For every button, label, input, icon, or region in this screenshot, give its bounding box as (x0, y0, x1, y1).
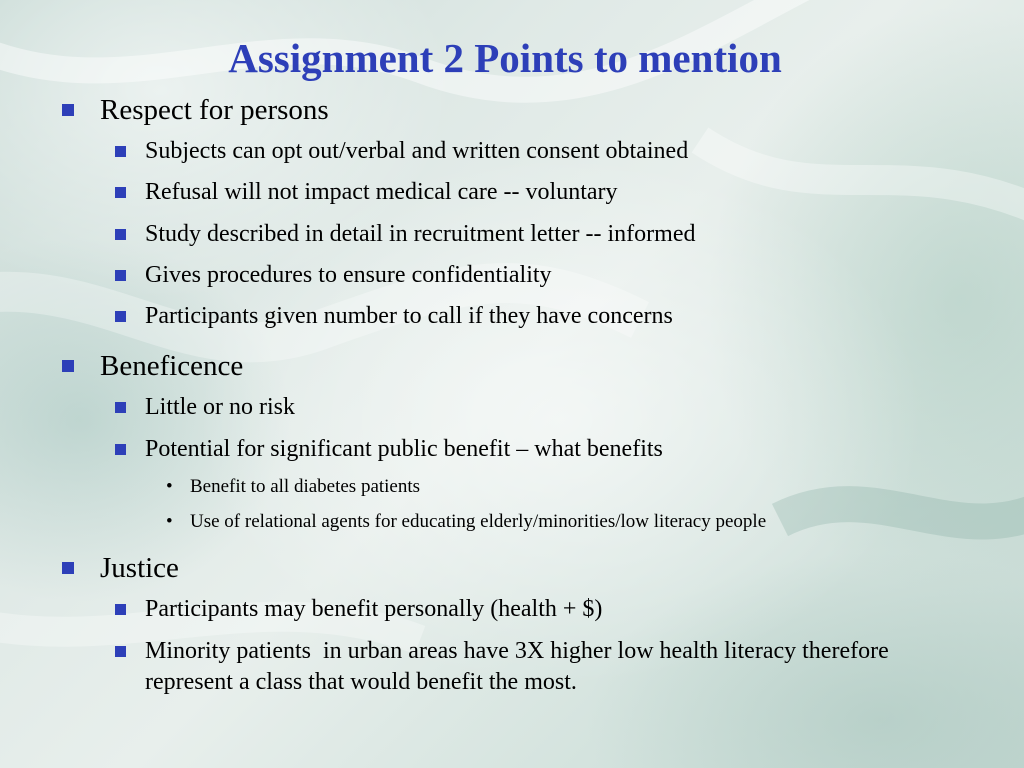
square-bullet-icon (115, 402, 126, 413)
square-bullet-icon (62, 360, 74, 372)
section-heading-text: Beneficence (100, 350, 244, 383)
sub-list-item (60, 475, 960, 500)
dot-bullet-icon: • (166, 510, 173, 532)
sub-list-item (60, 510, 960, 535)
list-item-text: Refusal will not impact medical care -- voluntary (145, 179, 618, 206)
section-heading-text: Respect for persons (100, 94, 329, 126)
list-item (60, 177, 960, 208)
list-item-text: Study described in detail in recruitment letter -- informed (145, 220, 696, 247)
list-item (60, 136, 960, 167)
square-bullet-icon (115, 187, 126, 198)
square-bullet-icon (115, 270, 126, 281)
list-item (60, 219, 960, 250)
list-item (60, 260, 960, 291)
section-heading-justice (60, 550, 960, 586)
square-bullet-icon (62, 104, 74, 116)
list-item-text: Minority patients in urban areas have 3X higher low health literacy therefore represent a class that would benefit the most. (145, 637, 895, 695)
slide-title: Assignment 2 Points to mention (228, 35, 782, 81)
list-item-text: Little or no risk (145, 394, 295, 421)
list-item-text: Potential for significant public benefit – what benefits (145, 435, 663, 462)
sub-list-item-text: Use of relational agents for educating elderly/minorities/low literacy people (190, 510, 767, 532)
list-item (60, 636, 965, 698)
section-heading-beneficence (60, 348, 960, 384)
list-item-text: Subjects can opt out/verbal and written consent obtained (145, 138, 689, 165)
square-bullet-icon (115, 444, 126, 455)
slide-content (60, 92, 960, 698)
list-item-text: Participants may benefit personally (health + $) (145, 596, 603, 623)
sub-list-item-text: Benefit to all diabetes patients (190, 475, 421, 497)
list-item (60, 594, 960, 625)
square-bullet-icon (115, 646, 126, 657)
list-item-text: Gives procedures to ensure confidentiality (145, 261, 552, 288)
section-heading-text: Justice (100, 552, 179, 585)
square-bullet-icon (115, 311, 126, 322)
dot-bullet-icon: • (166, 475, 173, 497)
square-bullet-icon (115, 229, 126, 240)
list-item-text: Participants given number to call if they have concerns (145, 303, 673, 329)
list-item (60, 434, 960, 465)
square-bullet-icon (115, 146, 126, 157)
list-item (60, 301, 960, 332)
square-bullet-icon (115, 604, 126, 615)
square-bullet-icon (62, 562, 74, 574)
section-heading-respect (60, 92, 960, 128)
list-item (60, 392, 960, 423)
